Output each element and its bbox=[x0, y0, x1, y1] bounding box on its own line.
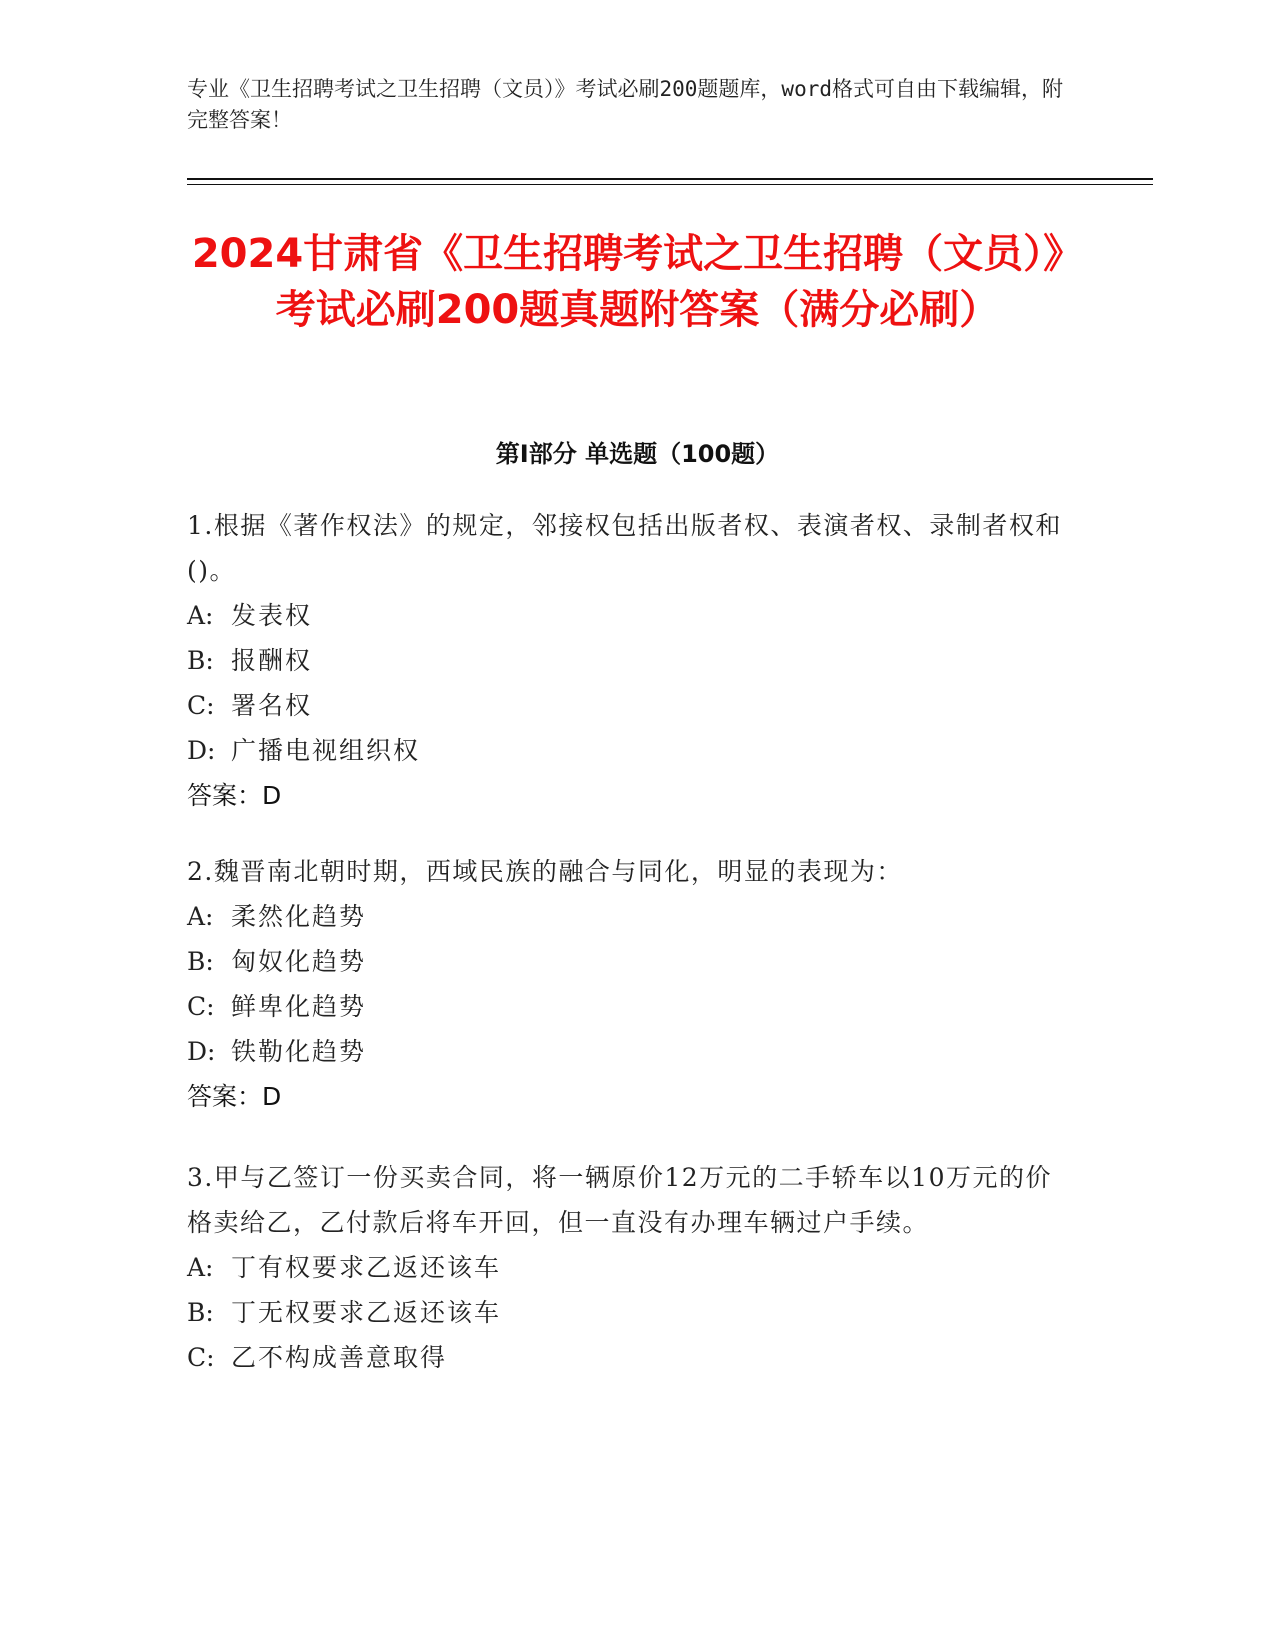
section-title: 第I部分 单选题（100题） bbox=[495, 440, 780, 468]
header-divider-thin bbox=[187, 184, 1153, 185]
option-a bbox=[187, 894, 1067, 939]
option-text: 鲜卑化趋势 bbox=[231, 992, 367, 1021]
option-c bbox=[187, 984, 1067, 1029]
header-divider-thick bbox=[187, 178, 1153, 180]
option-text: 柔然化趋势 bbox=[231, 902, 367, 931]
option-text: 丁有权要求乙返还该车 bbox=[231, 1253, 502, 1282]
question-1 bbox=[187, 503, 1067, 818]
answer: 答案：D bbox=[187, 1082, 282, 1111]
option-b bbox=[187, 638, 1067, 683]
option-key: A: bbox=[187, 902, 214, 931]
option-d bbox=[187, 1029, 1067, 1074]
option-text: 铁勒化趋势 bbox=[231, 1037, 367, 1066]
option-b bbox=[187, 1290, 1067, 1335]
option-c bbox=[187, 1335, 1067, 1380]
question-stem: 2.魏晋南北朝时期，西域民族的融合与同化，明显的表现为： bbox=[187, 857, 903, 886]
option-d bbox=[187, 728, 1067, 773]
header-note: 专业《卫生招聘考试之卫生招聘（文员）》考试必刷200题题库，word格式可自由下载编辑，附完整答案！ bbox=[187, 77, 1063, 132]
option-text: 发表权 bbox=[231, 601, 313, 630]
question-stem: 1.根据《著作权法》的规定，邻接权包括出版者权、表演者权、录制者权和()。 bbox=[187, 511, 1062, 585]
option-key: B: bbox=[187, 947, 214, 976]
option-a bbox=[187, 1245, 1067, 1290]
option-key: D: bbox=[187, 736, 216, 765]
option-key: D: bbox=[187, 1037, 216, 1066]
option-a bbox=[187, 593, 1067, 638]
option-key: B: bbox=[187, 646, 214, 675]
option-key: C: bbox=[187, 992, 215, 1021]
option-text: 丁无权要求乙返还该车 bbox=[231, 1298, 502, 1327]
option-text: 广播电视组织权 bbox=[231, 736, 421, 765]
option-key: A: bbox=[187, 1253, 214, 1282]
question-3 bbox=[187, 1155, 1067, 1380]
option-text: 报酬权 bbox=[231, 646, 313, 675]
option-key: C: bbox=[187, 1343, 215, 1372]
option-text: 署名权 bbox=[231, 691, 313, 720]
option-key: B: bbox=[187, 1298, 214, 1327]
question-2 bbox=[187, 849, 1067, 1119]
document-title: 2024甘肃省《卫生招聘考试之卫生招聘（文员）》考试必刷200题真题附答案（满分必刷） bbox=[191, 231, 1084, 333]
option-c bbox=[187, 683, 1067, 728]
option-b bbox=[187, 939, 1067, 984]
option-key: A: bbox=[187, 601, 214, 630]
question-stem: 3.甲与乙签订一份买卖合同，将一辆原价12万元的二手轿车以10万元的价格卖给乙，乙付款后将车开回，但一直没有办理车辆过户手续。 bbox=[187, 1163, 1052, 1237]
answer: 答案：D bbox=[187, 781, 282, 810]
option-text: 乙不构成善意取得 bbox=[231, 1343, 448, 1372]
option-text: 匈奴化趋势 bbox=[231, 947, 367, 976]
option-key: C: bbox=[187, 691, 215, 720]
